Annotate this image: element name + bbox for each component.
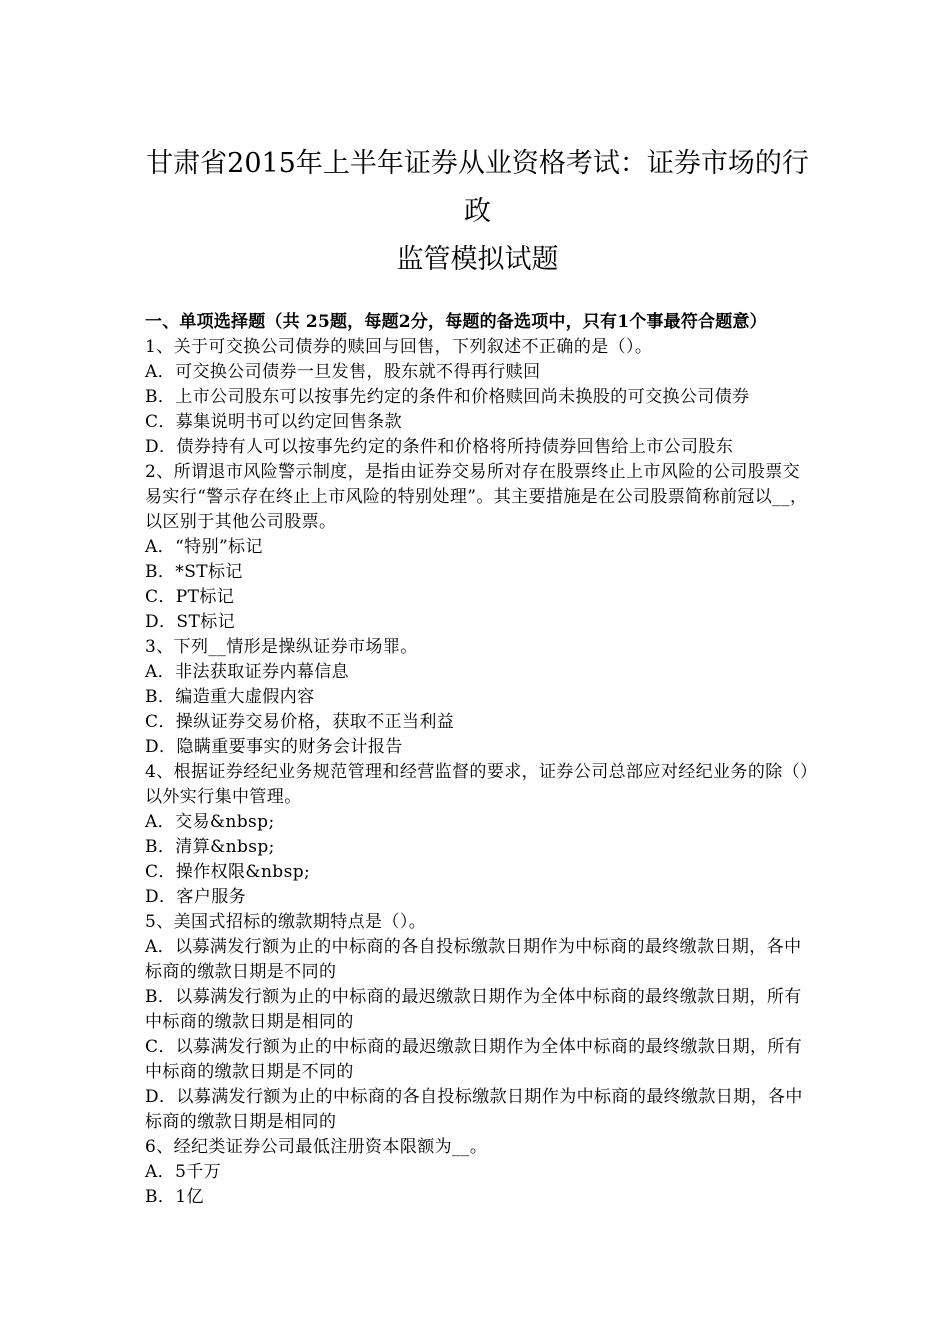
question-3-option-a: A．非法获取证券内幕信息: [145, 662, 350, 682]
question-6: 6、经纪类证券公司最低注册资本限额为__。: [145, 1137, 488, 1157]
question-2: 2、所谓退市风险警示制度，是指由证券交易所对存在股票终止上市风险的公司股票交易实行“警示存在终止上市风险的特别处理”。其主要措施是在公司股票简称前冠以__，以区别于其他公司股票。: [145, 462, 808, 532]
question-1-option-c: C．募集说明书可以约定回售条款: [145, 412, 403, 432]
question-5-option-d: D．以募满发行额为止的中标商的各自投标缴款日期作为中标商的最终缴款日期，各中标商的缴款日期是相同的: [145, 1087, 803, 1132]
question-5: 5、美国式招标的缴款期特点是（）。: [145, 912, 427, 932]
question-list: [145, 335, 810, 1210]
question-1: 1、关于可交换公司债券的赎回与回售，下列叙述不正确的是（）。: [145, 337, 653, 357]
question-4-option-c: C．操作权限&nbsp;: [145, 862, 311, 882]
document-title: [145, 140, 810, 284]
question-1-option-b: B．上市公司股东可以按事先约定的条件和价格赎回尚未换股的可交换公司债券: [145, 387, 750, 407]
question-2-option-a: A．“特别”标记: [145, 537, 263, 557]
question-2-option-b: B．*ST标记: [145, 562, 243, 582]
document-title-line-2: 监管模拟试题: [396, 244, 559, 275]
question-4-option-d: D．客户服务: [145, 887, 247, 907]
document-title-line-1: 甘肃省2015年上半年证券从业资格考试：证券市场的行政: [146, 148, 809, 227]
question-5-option-a: A．以募满发行额为止的中标商的各自投标缴款日期作为中标商的最终缴款日期，各中标商的缴款日期是不同的: [145, 937, 802, 982]
question-3-option-c: C．操纵证券交易价格，获取不正当利益: [145, 712, 455, 732]
section-heading: 一、单项选择题（共 25题，每题2分，每题的备选项中，只有1个事最符合题意）: [145, 312, 767, 332]
question-6-option-b: B．1亿: [145, 1187, 204, 1207]
question-1-option-d: D．债券持有人可以按事先约定的条件和价格将所持债券回售给上市公司股东: [145, 437, 734, 457]
question-4-option-a: A．交易&nbsp;: [145, 812, 275, 832]
question-4-option-b: B．清算&nbsp;: [145, 837, 275, 857]
question-5-option-b: B．以募满发行额为止的中标商的最迟缴款日期作为全体中标商的最终缴款日期，所有中标商的缴款日期是相同的: [145, 987, 802, 1032]
question-3-option-b: B．编造重大虚假内容: [145, 687, 315, 707]
question-1-option-a: A．可交换公司债券一旦发售，股东就不得再行赎回: [145, 362, 541, 382]
question-2-option-d: D．ST标记: [145, 612, 236, 632]
question-6-option-a: A．5千万: [145, 1162, 222, 1182]
question-4: 4、根据证券经纪业务规范管理和经营监督的要求，证券公司总部应对经纪业务的除（）以外实行集中管理。: [145, 762, 809, 807]
question-3-option-d: D．隐瞒重要事实的财务会计报告: [145, 737, 403, 757]
question-3: 3、下列__情形是操纵证券市场罪。: [145, 637, 418, 657]
question-5-option-c: C．以募满发行额为止的中标商的最迟缴款日期作为全体中标商的最终缴款日期，所有中标商的缴款日期是不同的: [145, 1037, 803, 1082]
document-page: [145, 140, 810, 1210]
question-2-option-c: C．PT标记: [145, 587, 235, 607]
